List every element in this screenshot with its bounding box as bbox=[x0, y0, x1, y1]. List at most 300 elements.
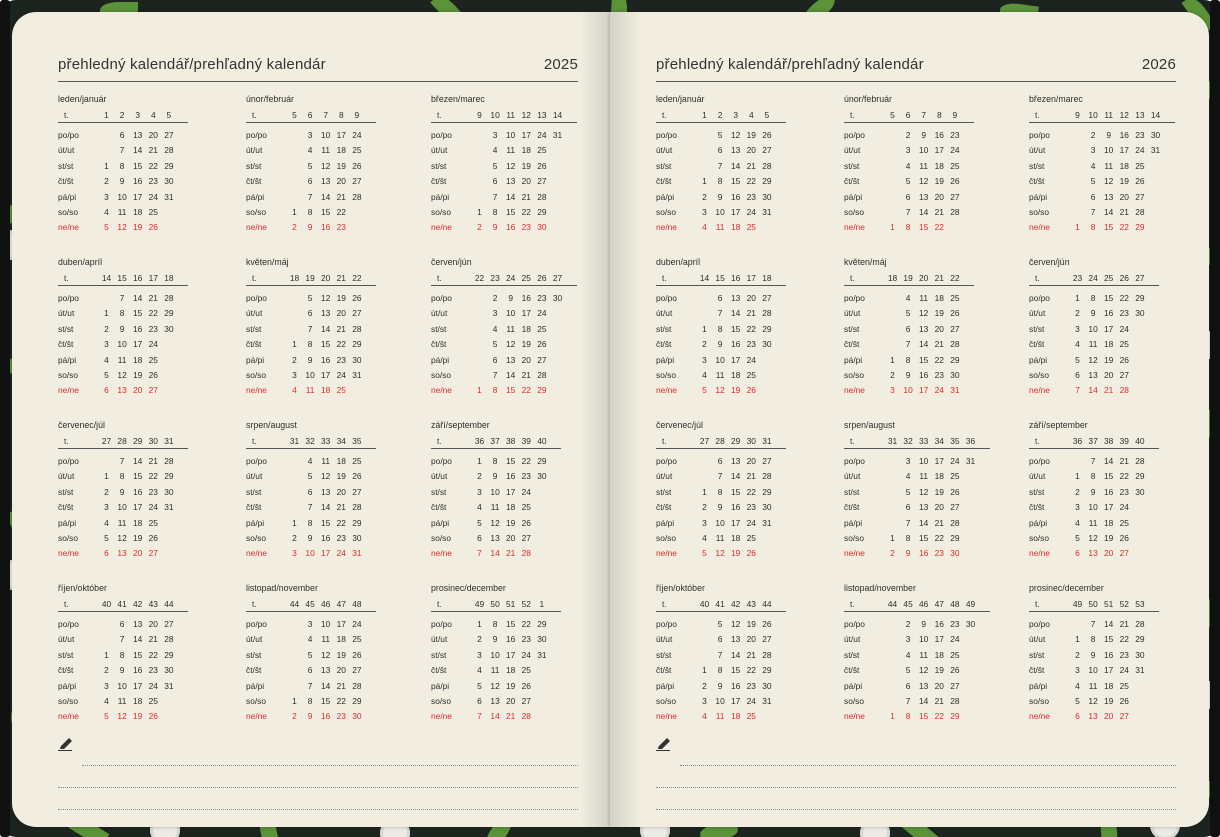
day-number: 14 bbox=[731, 649, 741, 660]
day-number: 29 bbox=[352, 696, 362, 706]
day-row bbox=[1029, 145, 1179, 160]
week-number: 35 bbox=[950, 436, 960, 446]
day-number: 7 bbox=[717, 649, 723, 660]
day-label: ne/ne bbox=[844, 711, 865, 722]
day-label: čt/št bbox=[431, 665, 447, 676]
day-label: čt/št bbox=[844, 502, 860, 513]
day-number: 21 bbox=[934, 339, 944, 350]
day-number: 8 bbox=[717, 176, 723, 187]
day-number: 12 bbox=[117, 370, 127, 380]
sunday-row bbox=[431, 548, 581, 563]
day-label: út/ut bbox=[844, 145, 861, 156]
day-number: 15 bbox=[133, 471, 143, 482]
day-number: 18 bbox=[506, 502, 516, 513]
day-label: čt/št bbox=[844, 176, 860, 187]
day-number: 20 bbox=[1104, 548, 1114, 559]
day-number: 21 bbox=[1104, 385, 1114, 396]
day-row bbox=[431, 339, 581, 354]
day-number: 29 bbox=[762, 665, 772, 676]
day-number: 12 bbox=[321, 160, 331, 171]
day-label: so/so bbox=[431, 207, 452, 217]
day-number: 21 bbox=[746, 308, 756, 319]
week-number: 46 bbox=[321, 599, 331, 609]
day-label: po/po bbox=[246, 293, 267, 303]
day-number: 7 bbox=[119, 634, 125, 645]
day-number: 28 bbox=[537, 191, 547, 202]
day-row bbox=[656, 192, 806, 207]
day-number: 5 bbox=[104, 533, 109, 543]
sunday-row bbox=[844, 711, 994, 726]
day-label: ne/ne bbox=[1029, 548, 1050, 559]
day-number: 4 bbox=[1075, 680, 1080, 691]
day-label: st/st bbox=[246, 486, 262, 497]
sunday-row bbox=[844, 222, 994, 237]
day-number: 20 bbox=[1104, 370, 1114, 380]
day-number: 29 bbox=[950, 533, 960, 543]
week-number-row bbox=[844, 273, 974, 286]
sunday-row bbox=[844, 385, 994, 400]
day-number: 22 bbox=[1119, 222, 1129, 233]
day-number: 17 bbox=[133, 680, 143, 691]
day-row bbox=[58, 192, 208, 207]
day-row bbox=[1029, 207, 1179, 222]
day-number: 27 bbox=[1119, 711, 1129, 722]
day-number: 2 bbox=[104, 665, 109, 676]
day-number: 29 bbox=[352, 339, 362, 350]
week-number: 25 bbox=[521, 273, 531, 283]
day-number: 3 bbox=[702, 354, 707, 365]
week-label: t. bbox=[1035, 436, 1040, 446]
day-number: 9 bbox=[717, 680, 723, 691]
week-number: 47 bbox=[336, 599, 346, 609]
day-number: 4 bbox=[905, 649, 911, 660]
day-number: 28 bbox=[164, 293, 174, 303]
day-number: 26 bbox=[1119, 533, 1129, 543]
day-label: čt/št bbox=[656, 665, 672, 676]
day-number: 11 bbox=[321, 145, 331, 156]
week-number: 46 bbox=[919, 599, 929, 609]
day-number: 11 bbox=[919, 293, 929, 303]
week-number: 30 bbox=[746, 436, 756, 446]
week-label: t. bbox=[64, 599, 69, 609]
week-number: 43 bbox=[746, 599, 756, 609]
day-number: 24 bbox=[336, 370, 346, 380]
week-number-row bbox=[246, 436, 376, 449]
day-row bbox=[1029, 370, 1179, 385]
day-number: 11 bbox=[321, 634, 331, 645]
day-label: so/so bbox=[246, 207, 267, 217]
day-number: 9 bbox=[717, 191, 723, 202]
day-number: 12 bbox=[715, 548, 725, 559]
day-number: 18 bbox=[731, 222, 741, 233]
month-name: srpen/august bbox=[246, 420, 297, 430]
day-row bbox=[1029, 696, 1179, 711]
day-number: 2 bbox=[1075, 308, 1080, 319]
week-number: 16 bbox=[731, 273, 741, 283]
day-number: 16 bbox=[133, 323, 143, 334]
day-number: 6 bbox=[717, 145, 723, 156]
day-number: 21 bbox=[336, 502, 346, 513]
week-number-row bbox=[1029, 436, 1159, 449]
day-number: 15 bbox=[731, 665, 741, 676]
day-number: 21 bbox=[336, 323, 346, 334]
day-number: 6 bbox=[1075, 711, 1080, 722]
day-row bbox=[656, 324, 806, 339]
day-number: 8 bbox=[905, 533, 911, 543]
day-row bbox=[1029, 518, 1179, 533]
day-number: 13 bbox=[321, 486, 331, 497]
day-label: ne/ne bbox=[246, 222, 267, 233]
day-label: st/st bbox=[58, 323, 74, 334]
week-number-row bbox=[58, 273, 188, 286]
day-number: 28 bbox=[1135, 456, 1145, 466]
day-number: 22 bbox=[148, 471, 158, 482]
day-number: 2 bbox=[702, 680, 707, 691]
day-row bbox=[656, 650, 806, 665]
day-number: 3 bbox=[1075, 323, 1080, 334]
day-number: 20 bbox=[746, 634, 756, 645]
day-number: 6 bbox=[717, 634, 723, 645]
day-number: 2 bbox=[104, 486, 109, 497]
day-number: 1 bbox=[890, 354, 895, 365]
day-number: 19 bbox=[746, 130, 756, 140]
day-number: 8 bbox=[905, 354, 911, 365]
day-label: pá/pi bbox=[844, 354, 863, 365]
day-row bbox=[58, 487, 208, 502]
day-number: 13 bbox=[321, 176, 331, 187]
day-number: 6 bbox=[104, 385, 109, 396]
sunday-row bbox=[1029, 711, 1179, 726]
day-number: 31 bbox=[762, 207, 772, 217]
week-number: 40 bbox=[537, 436, 547, 446]
day-number: 7 bbox=[307, 680, 313, 691]
day-label: ne/ne bbox=[1029, 711, 1050, 722]
note-line bbox=[58, 787, 578, 788]
day-row bbox=[431, 130, 581, 145]
day-number: 13 bbox=[1104, 191, 1114, 202]
day-number: 9 bbox=[1090, 308, 1096, 319]
day-number: 17 bbox=[521, 308, 531, 319]
day-row bbox=[58, 665, 208, 680]
day-number: 14 bbox=[1104, 619, 1114, 629]
day-number: 10 bbox=[1088, 502, 1098, 513]
day-number: 28 bbox=[537, 370, 547, 380]
day-number: 24 bbox=[950, 456, 960, 466]
day-number: 19 bbox=[336, 471, 346, 482]
day-label: so/so bbox=[1029, 207, 1050, 217]
day-number: 24 bbox=[148, 680, 158, 691]
day-number: 8 bbox=[307, 339, 313, 350]
day-number: 11 bbox=[919, 649, 929, 660]
day-number: 25 bbox=[148, 354, 158, 365]
week-number-row bbox=[58, 599, 188, 612]
month-block bbox=[656, 420, 806, 560]
day-number: 4 bbox=[1075, 339, 1080, 350]
month-block bbox=[431, 257, 581, 397]
day-number: 1 bbox=[292, 207, 297, 217]
day-number: 31 bbox=[762, 517, 772, 528]
day-number: 6 bbox=[307, 486, 313, 497]
day-row bbox=[431, 502, 581, 517]
day-number: 30 bbox=[762, 502, 772, 513]
day-number: 20 bbox=[1119, 191, 1129, 202]
day-number: 1 bbox=[1075, 222, 1080, 233]
day-number: 12 bbox=[919, 486, 929, 497]
day-number: 13 bbox=[133, 130, 143, 140]
day-label: út/ut bbox=[1029, 145, 1046, 156]
day-number: 22 bbox=[521, 385, 531, 396]
day-row bbox=[844, 533, 994, 548]
week-number: 34 bbox=[934, 436, 944, 446]
day-label: ne/ne bbox=[656, 548, 677, 559]
day-number: 17 bbox=[1104, 665, 1114, 676]
day-number: 18 bbox=[934, 160, 944, 171]
day-number: 24 bbox=[1119, 665, 1129, 676]
day-number: 30 bbox=[537, 471, 547, 482]
day-number: 18 bbox=[731, 533, 741, 543]
day-number: 24 bbox=[746, 354, 756, 365]
day-number: 11 bbox=[117, 517, 127, 528]
day-number: 26 bbox=[148, 533, 158, 543]
day-label: so/so bbox=[1029, 533, 1050, 543]
day-label: so/so bbox=[58, 533, 79, 543]
day-number: 11 bbox=[490, 502, 500, 513]
week-number: 40 bbox=[1135, 436, 1145, 446]
day-number: 26 bbox=[762, 619, 772, 629]
month-name: únor/február bbox=[844, 94, 892, 104]
page-year: 2025 bbox=[543, 56, 578, 73]
day-row bbox=[656, 370, 806, 385]
day-number: 18 bbox=[1104, 517, 1114, 528]
day-number: 12 bbox=[321, 293, 331, 303]
day-number: 13 bbox=[919, 502, 929, 513]
day-number: 4 bbox=[104, 517, 109, 528]
day-number: 20 bbox=[934, 323, 944, 334]
week-number: 43 bbox=[148, 599, 158, 609]
week-number: 5 bbox=[166, 110, 172, 120]
day-number: 9 bbox=[307, 354, 313, 365]
week-number: 35 bbox=[352, 436, 362, 446]
day-number: 25 bbox=[950, 160, 960, 171]
day-number: 9 bbox=[492, 222, 498, 233]
day-number: 31 bbox=[1135, 665, 1145, 676]
day-label: čt/št bbox=[656, 502, 672, 513]
day-number: 25 bbox=[746, 370, 756, 380]
day-number: 25 bbox=[521, 502, 531, 513]
day-number: 18 bbox=[336, 145, 346, 156]
day-number: 4 bbox=[905, 293, 911, 303]
day-number: 30 bbox=[762, 680, 772, 691]
day-number: 5 bbox=[307, 293, 313, 303]
day-number: 9 bbox=[119, 665, 125, 676]
day-number: 14 bbox=[321, 502, 331, 513]
day-number: 16 bbox=[321, 354, 331, 365]
week-number-row bbox=[246, 273, 376, 286]
day-label: čt/št bbox=[431, 176, 447, 187]
day-number: 11 bbox=[919, 160, 929, 171]
day-row bbox=[656, 339, 806, 354]
day-number: 12 bbox=[490, 680, 500, 691]
day-number: 28 bbox=[950, 517, 960, 528]
month-name: listopad/november bbox=[844, 583, 916, 593]
day-number: 21 bbox=[336, 191, 346, 202]
sunday-row bbox=[246, 222, 396, 237]
day-number: 23 bbox=[746, 502, 756, 513]
day-number: 7 bbox=[119, 293, 125, 303]
day-row bbox=[246, 471, 396, 486]
day-number: 11 bbox=[1088, 680, 1098, 691]
week-number: 19 bbox=[903, 273, 913, 283]
day-number: 7 bbox=[492, 370, 498, 380]
day-number: 3 bbox=[104, 191, 109, 202]
day-number: 26 bbox=[148, 222, 158, 233]
day-number: 31 bbox=[552, 130, 563, 140]
day-number: 22 bbox=[746, 486, 756, 497]
day-row bbox=[1029, 533, 1179, 548]
day-number: 27 bbox=[352, 486, 362, 497]
week-number: 25 bbox=[1104, 273, 1114, 283]
day-label: čt/št bbox=[656, 339, 672, 350]
month-block bbox=[656, 257, 806, 397]
note-line bbox=[58, 809, 578, 810]
day-label: út/ut bbox=[246, 471, 263, 482]
sunday-row bbox=[431, 222, 581, 237]
week-number-row bbox=[1029, 110, 1175, 123]
day-number: 18 bbox=[506, 665, 516, 676]
week-number: 4 bbox=[748, 110, 754, 120]
day-number: 28 bbox=[950, 696, 960, 706]
day-row bbox=[844, 696, 994, 711]
day-number: 23 bbox=[934, 548, 944, 559]
day-number: 23 bbox=[746, 339, 756, 350]
day-number: 15 bbox=[506, 456, 516, 466]
day-number: 24 bbox=[934, 385, 944, 396]
day-label: po/po bbox=[844, 130, 865, 140]
day-number: 19 bbox=[1119, 176, 1129, 187]
month-name: leden/január bbox=[58, 94, 107, 104]
day-number: 9 bbox=[905, 370, 911, 380]
day-number: 17 bbox=[321, 548, 331, 559]
week-number: 1 bbox=[104, 110, 109, 120]
day-number: 5 bbox=[477, 680, 482, 691]
day-row bbox=[431, 176, 581, 191]
day-number: 11 bbox=[1088, 339, 1098, 350]
day-number: 18 bbox=[934, 293, 944, 303]
week-number: 52 bbox=[1119, 599, 1129, 609]
day-number: 18 bbox=[133, 696, 143, 706]
day-number: 2 bbox=[492, 293, 498, 303]
day-label: pá/pi bbox=[58, 191, 77, 202]
day-label: čt/št bbox=[58, 339, 74, 350]
day-number: 29 bbox=[950, 354, 960, 365]
month-block bbox=[656, 94, 806, 234]
day-number: 12 bbox=[919, 176, 929, 187]
day-number: 2 bbox=[292, 711, 297, 722]
day-row bbox=[431, 308, 581, 323]
day-number: 12 bbox=[731, 619, 741, 629]
day-number: 14 bbox=[919, 339, 929, 350]
day-number: 12 bbox=[1088, 533, 1098, 543]
day-number: 4 bbox=[477, 665, 482, 676]
week-number: 47 bbox=[934, 599, 944, 609]
day-number: 11 bbox=[506, 145, 516, 156]
day-row bbox=[1029, 487, 1179, 502]
day-number: 18 bbox=[1104, 339, 1114, 350]
week-number: 26 bbox=[1119, 273, 1129, 283]
day-number: 5 bbox=[1075, 533, 1080, 543]
day-row bbox=[246, 145, 396, 160]
day-number: 6 bbox=[905, 323, 911, 334]
day-label: po/po bbox=[656, 619, 677, 629]
day-number: 14 bbox=[731, 160, 741, 171]
day-number: 3 bbox=[702, 696, 707, 706]
day-number: 31 bbox=[164, 191, 174, 202]
day-number: 26 bbox=[746, 385, 756, 396]
day-number: 17 bbox=[133, 339, 143, 350]
day-label: po/po bbox=[58, 293, 79, 303]
week-number-row bbox=[246, 599, 376, 612]
day-label: ne/ne bbox=[246, 385, 267, 396]
day-number: 6 bbox=[717, 456, 723, 466]
day-number: 18 bbox=[133, 354, 143, 365]
day-number: 28 bbox=[762, 649, 772, 660]
day-number: 7 bbox=[119, 456, 125, 466]
month-block bbox=[431, 583, 581, 723]
day-number: 31 bbox=[537, 649, 547, 660]
page-year: 2026 bbox=[1141, 56, 1176, 73]
day-number: 27 bbox=[1119, 548, 1129, 559]
day-label: út/ut bbox=[844, 634, 861, 645]
day-label: út/ut bbox=[656, 471, 673, 482]
day-number: 27 bbox=[762, 293, 772, 303]
week-number: 9 bbox=[354, 110, 360, 120]
day-number: 26 bbox=[537, 339, 547, 350]
day-number: 20 bbox=[521, 176, 531, 187]
day-number: 18 bbox=[133, 517, 143, 528]
day-number: 11 bbox=[715, 533, 725, 543]
day-number: 13 bbox=[133, 619, 143, 629]
week-number: 13 bbox=[537, 110, 547, 120]
day-number: 1 bbox=[702, 323, 707, 334]
day-row bbox=[844, 130, 994, 145]
week-number: 15 bbox=[117, 273, 127, 283]
elastic-band-right bbox=[1210, 0, 1220, 837]
day-row bbox=[246, 339, 396, 354]
day-number: 14 bbox=[1104, 207, 1114, 217]
day-number: 29 bbox=[537, 207, 547, 217]
day-number: 2 bbox=[702, 191, 707, 202]
day-number: 20 bbox=[746, 293, 756, 303]
day-number: 5 bbox=[905, 665, 911, 676]
week-number: 12 bbox=[1119, 110, 1129, 120]
day-number: 12 bbox=[715, 385, 725, 396]
day-row bbox=[844, 145, 994, 160]
day-row bbox=[656, 681, 806, 696]
day-number: 23 bbox=[148, 665, 158, 676]
week-number-row bbox=[844, 110, 974, 123]
day-number: 21 bbox=[148, 456, 158, 466]
month-block bbox=[246, 94, 396, 234]
week-number: 5 bbox=[764, 110, 770, 120]
day-label: so/so bbox=[58, 207, 79, 217]
day-label: čt/št bbox=[1029, 176, 1045, 187]
day-number: 20 bbox=[336, 486, 346, 497]
day-number: 15 bbox=[321, 696, 331, 706]
day-number: 21 bbox=[746, 649, 756, 660]
day-label: so/so bbox=[431, 370, 452, 380]
month-name: březen/marec bbox=[1029, 94, 1083, 104]
day-row bbox=[1029, 308, 1179, 323]
